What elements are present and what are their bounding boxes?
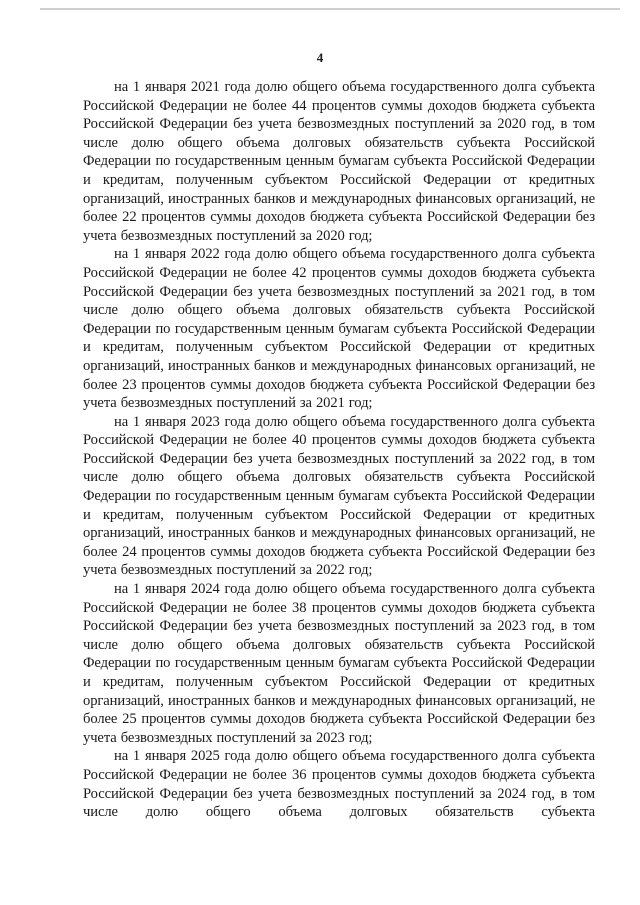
- page-number: 4: [316, 50, 324, 65]
- paragraph-2025: на 1 января 2025 года долю общего объема государственного долга субъекта Российской Федерации не более 36 процентов суммы доходов бюджета субъекта Российской Федерации без учета безвозмездных поступлений за 2024 год, в том числе долю общего объема долговых обязательств субъекта: [83, 748, 595, 821]
- document-body: [83, 78, 595, 822]
- paragraph-2024: на 1 января 2024 года долю общего объема государственного долга субъекта Российской Федерации не более 38 процентов суммы доходов бюджета субъекта Российской Федерации без учета безвозмездных поступлений за 2023 год, в том числе долю общего объема долговых обязательств субъекта Российской Федерации по государственным ценным бумагам субъекта Российской Федерации и кредитам, полученным субъектом Российской Федерации от кредитных организаций, иностранных банков и международных финансовых организаций, не более 25 процентов суммы доходов бюджета субъекта Российской Федерации без учета безвозмездных поступлений за 2023 год;: [83, 581, 595, 746]
- paragraph-2023: на 1 января 2023 года долю общего объема государственного долга субъекта Российской Федерации не более 40 процентов суммы доходов бюджета субъекта Российской Федерации без учета безвозмездных поступлений за 2022 год, в том числе долю общего объема долговых обязательств субъекта Российской Федерации по государственным ценным бумагам субъекта Российской Федерации и кредитам, полученным субъектом Российской Федерации от кредитных организаций, иностранных банков и международных финансовых организаций, не более 24 процентов суммы доходов бюджета субъекта Российской Федерации без учета безвозмездных поступлений за 2022 год;: [83, 413, 595, 579]
- paragraph-2021: на 1 января 2021 года долю общего объема государственного долга субъекта Российской Федерации не более 44 процентов суммы доходов бюджета субъекта Российской Федерации без учета безвозмездных поступлений за 2020 год, в том числе долю общего объема долговых обязательств субъекта Российской Федерации по государственным ценным бумагам субъекта Российской Федерации и кредитам, полученным субъектом Российской Федерации от кредитных организаций, иностранных банков и международных финансовых организаций, не более 22 процентов суммы доходов бюджета субъекта Российской Федерации без учета безвозмездных поступлений за 2020 год;: [83, 79, 595, 244]
- paragraph-2022: на 1 января 2022 года долю общего объема государственного долга субъекта Российской Федерации не более 42 процентов суммы доходов бюджета субъекта Российской Федерации без учета безвозмездных поступлений за 2021 год, в том числе долю общего объема долговых обязательств субъекта Российской Федерации по государственным ценным бумагам субъекта Российской Федерации и кредитам, полученным субъектом Российской Федерации от кредитных организаций, иностранных банков и международных финансовых организаций, не более 23 процентов суммы доходов бюджета субъекта Российской Федерации без учета безвозмездных поступлений за 2021 год;: [83, 246, 595, 412]
- scan-edge-line: [40, 8, 620, 10]
